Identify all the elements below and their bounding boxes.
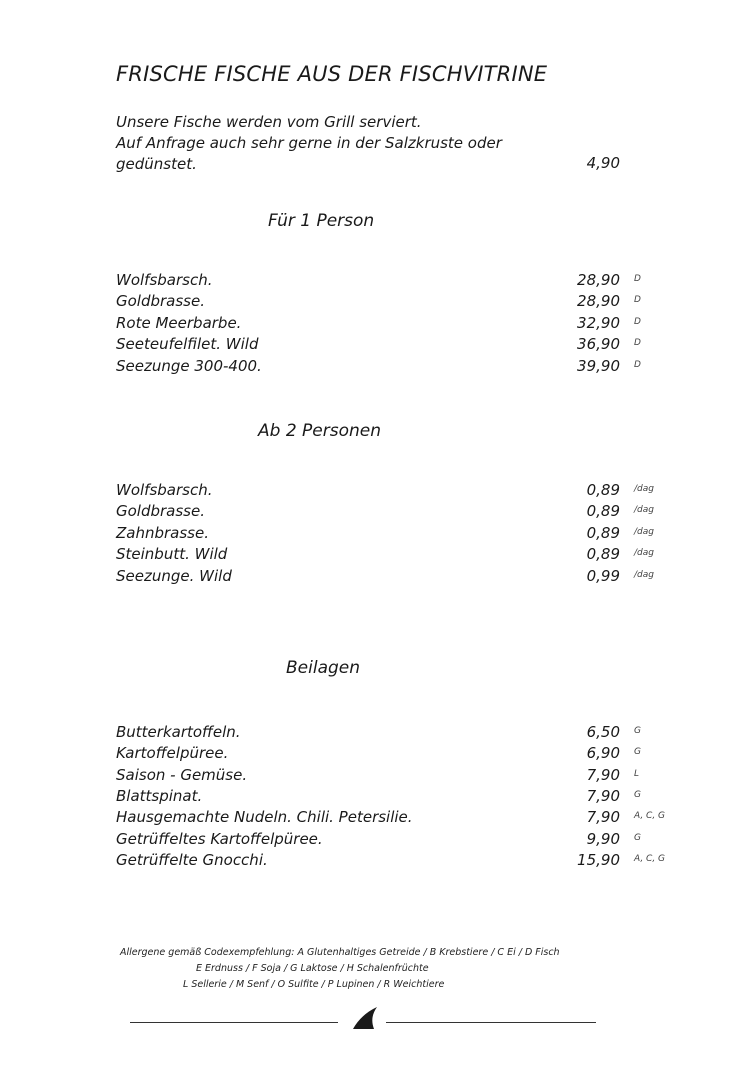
item-price: 9,90 <box>586 830 620 848</box>
allergen-line: Allergene gemäß Codexempfehlung: A Glutenhaltiges Getreide / B Krebstiere / C Ei / D Fisch <box>120 947 560 958</box>
footer-rule-right <box>386 1022 596 1023</box>
item-allergen-code: G <box>634 833 641 843</box>
item-price: 0,99 <box>586 567 620 585</box>
item-name: Wolfsbarsch. <box>116 481 213 499</box>
item-unit: /dag <box>634 505 654 515</box>
item-name: Saison - Gemüse. <box>116 766 248 784</box>
item-allergen-code: D <box>634 317 641 327</box>
menu-item <box>0 787 750 808</box>
item-allergen-code: D <box>634 295 641 305</box>
menu-item <box>0 481 750 502</box>
item-price: 39,90 <box>577 357 620 375</box>
item-allergen-code: D <box>634 360 641 370</box>
item-price: 7,90 <box>586 766 620 784</box>
section-heading-beilagen: Beilagen <box>286 658 361 678</box>
item-unit: /dag <box>634 484 654 494</box>
menu-item <box>0 524 750 545</box>
item-name: Goldbrasse. <box>116 292 205 310</box>
item-name: Steinbutt. Wild <box>116 545 228 563</box>
allergen-line: L Sellerie / M Senf / O Sulfite / P Lupinen / R Weichtiere <box>183 979 445 990</box>
item-allergen-code: G <box>634 726 641 736</box>
item-price: 7,90 <box>586 808 620 826</box>
item-price: 0,89 <box>586 502 620 520</box>
item-allergen-code: G <box>634 790 641 800</box>
item-name: Getrüffeltes Kartoffelpüree. <box>116 830 323 848</box>
item-name: Seezunge. Wild <box>116 567 232 585</box>
menu-item <box>0 292 750 313</box>
item-name: Kartoffelpüree. <box>116 744 229 762</box>
item-price: 0,89 <box>586 545 620 563</box>
item-price: 0,89 <box>586 524 620 542</box>
section-heading-fuer-1-person: Für 1 Person <box>268 211 375 231</box>
item-price: 7,90 <box>586 787 620 805</box>
item-allergen-code: D <box>634 338 641 348</box>
menu-item <box>0 723 750 744</box>
item-allergen-code: L <box>634 769 640 779</box>
item-allergen-code: G <box>634 747 641 757</box>
item-name: Seeteufelfilet. Wild <box>116 335 259 353</box>
item-name: Rote Meerbarbe. <box>116 314 242 332</box>
item-allergen-code: D <box>634 274 641 284</box>
intro-line: Auf Anfrage auch sehr gerne in der Salzkruste oder <box>116 134 502 152</box>
menu-item <box>0 567 750 588</box>
menu-item <box>0 744 750 765</box>
allergen-line: E Erdnuss / F Soja / G Laktose / H Schalenfrüchte <box>196 963 429 974</box>
page-title: FRISCHE FISCHE AUS DER FISCHVITRINE <box>116 62 548 86</box>
menu-item <box>0 357 750 378</box>
item-name: Blattspinat. <box>116 787 203 805</box>
item-price: 6,50 <box>586 723 620 741</box>
menu-item <box>0 314 750 335</box>
item-unit: /dag <box>634 527 654 537</box>
item-name: Hausgemachte Nudeln. Chili. Petersilie. <box>116 808 413 826</box>
menu-item <box>0 851 750 872</box>
item-price: 28,90 <box>577 271 620 289</box>
item-price: 0,89 <box>586 481 620 499</box>
item-name: Getrüffelte Gnocchi. <box>116 851 268 869</box>
intro-text <box>116 112 502 175</box>
item-price: 36,90 <box>577 335 620 353</box>
item-name: Zahnbrasse. <box>116 524 209 542</box>
menu-item <box>0 271 750 292</box>
footer-rule-left <box>130 1022 338 1023</box>
item-price: 32,90 <box>577 314 620 332</box>
menu-item <box>0 766 750 787</box>
item-price: 28,90 <box>577 292 620 310</box>
item-name: Seezunge 300-400. <box>116 357 262 375</box>
item-unit: /dag <box>634 570 654 580</box>
section-heading-ab-2-personen: Ab 2 Personen <box>258 421 382 441</box>
menu-item <box>0 502 750 523</box>
item-allergen-code: A, C, G <box>634 811 666 821</box>
menu-item <box>0 545 750 566</box>
item-name: Butterkartoffeln. <box>116 723 241 741</box>
fish-fin-icon <box>350 1006 380 1030</box>
intro-line: Unsere Fische werden vom Grill serviert. <box>116 113 422 131</box>
item-price: 6,90 <box>586 744 620 762</box>
item-price: 15,90 <box>577 851 620 869</box>
intro-line: gedünstet. <box>116 155 197 173</box>
item-name: Wolfsbarsch. <box>116 271 213 289</box>
item-name: Goldbrasse. <box>116 502 205 520</box>
item-unit: /dag <box>634 548 654 558</box>
menu-item <box>0 335 750 356</box>
item-allergen-code: A, C, G <box>634 854 666 864</box>
intro-price: 4,90 <box>586 154 620 172</box>
menu-item <box>0 830 750 851</box>
menu-item <box>0 808 750 829</box>
